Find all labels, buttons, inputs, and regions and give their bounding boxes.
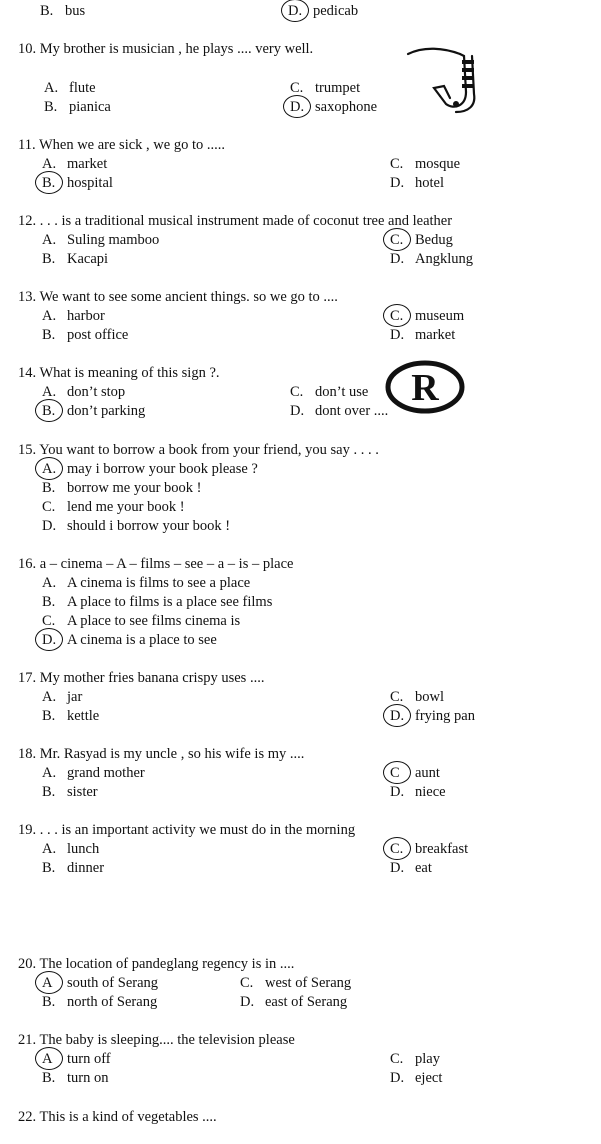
option-q14-0[interactable]: [42, 383, 125, 401]
option-text: should i borrow your book !: [67, 518, 231, 534]
option-text: east of Serang: [265, 994, 348, 1010]
option-letter: D.: [42, 518, 57, 534]
option-letter: A.: [42, 384, 57, 400]
option-q21-2[interactable]: [42, 1069, 108, 1087]
option-text: Angklung: [415, 251, 473, 267]
option-text: flute: [69, 80, 96, 96]
option-letter: B.: [42, 1070, 56, 1086]
option-q15-3[interactable]: [42, 517, 230, 535]
option-text: lunch: [67, 841, 100, 857]
option-q11-0[interactable]: [42, 155, 107, 173]
option-text: saxophone: [315, 99, 378, 115]
option-text: A place to films is a place see films: [67, 594, 273, 610]
option-q19-3[interactable]: [390, 859, 432, 877]
option-letter: C.: [240, 975, 254, 991]
option-q18-0[interactable]: [42, 764, 145, 782]
option-text: play: [415, 1051, 440, 1067]
option-q18-1[interactable]: [390, 764, 440, 782]
option-q18-3[interactable]: [390, 783, 446, 801]
option-letter: C.: [390, 841, 404, 857]
option-letter: D.: [288, 3, 303, 19]
option-text: turn on: [67, 1070, 109, 1086]
option-text: eat: [415, 860, 432, 876]
option-letter: A.: [42, 461, 57, 477]
option-q19-2[interactable]: [42, 859, 104, 877]
option-q9-0[interactable]: [40, 2, 85, 20]
option-q18-2[interactable]: [42, 783, 98, 801]
option-q19-0[interactable]: [42, 840, 99, 858]
option-text: niece: [415, 784, 446, 800]
question-q10: 10. My brother is musician , he plays .... very well.: [18, 41, 314, 57]
option-text: sister: [67, 784, 98, 800]
option-letter: C.: [290, 384, 304, 400]
option-q10-2[interactable]: [44, 98, 111, 116]
option-letter: C.: [390, 1051, 404, 1067]
option-q19-1[interactable]: [390, 840, 468, 858]
svg-text:R: R: [411, 367, 439, 409]
option-text: west of Serang: [265, 975, 352, 991]
option-text: hotel: [415, 175, 444, 191]
option-q17-3[interactable]: [390, 707, 475, 725]
option-q16-2[interactable]: [42, 612, 240, 630]
option-q20-3[interactable]: [240, 993, 347, 1011]
option-letter: D.: [390, 175, 405, 191]
option-letter: A: [42, 1051, 53, 1067]
option-letter: C.: [390, 156, 404, 172]
question-q22: 22. This is a kind of vegetables ....: [18, 1109, 217, 1125]
option-text: don’t stop: [67, 384, 126, 400]
option-letter: D.: [390, 327, 405, 343]
option-q12-0[interactable]: [42, 231, 159, 249]
question-q12: 12. . . . is a traditional musical instrument made of coconut tree and leather: [18, 213, 453, 229]
option-q9-1[interactable]: [288, 2, 358, 20]
option-letter: A.: [42, 575, 57, 591]
option-letter: B.: [42, 860, 56, 876]
option-text: borrow me your book !: [67, 480, 202, 496]
option-q20-2[interactable]: [42, 993, 157, 1011]
option-q20-0[interactable]: [42, 974, 158, 992]
option-letter: A.: [44, 80, 59, 96]
option-q16-1[interactable]: [42, 593, 272, 611]
option-q14-3[interactable]: [290, 402, 388, 420]
option-letter: B.: [42, 994, 56, 1010]
option-q14-1[interactable]: [290, 383, 368, 401]
question-q18: 18. Mr. Rasyad is my uncle , so his wife is my ....: [18, 746, 305, 762]
option-q10-0[interactable]: [44, 79, 96, 97]
option-letter: B.: [42, 480, 56, 496]
option-letter: D.: [42, 632, 57, 648]
option-q17-2[interactable]: [42, 707, 99, 725]
option-text: dinner: [67, 860, 105, 876]
question-q17: 17. My mother fries banana crispy uses ....: [18, 670, 265, 686]
option-text: museum: [415, 308, 465, 324]
option-letter: B.: [42, 784, 56, 800]
option-text: A cinema is a place to see: [67, 632, 217, 648]
option-text: jar: [67, 689, 83, 705]
option-q15-2[interactable]: [42, 498, 185, 516]
option-q13-0[interactable]: [42, 307, 105, 325]
option-text: south of Serang: [67, 975, 159, 991]
saxophone-icon: [404, 42, 500, 114]
option-letter: B.: [44, 99, 58, 115]
option-letter: D.: [240, 994, 255, 1010]
option-letter: B.: [42, 327, 56, 343]
option-q21-3[interactable]: [390, 1069, 442, 1087]
option-text: A place to see films cinema is: [67, 613, 241, 629]
option-letter: D.: [390, 251, 405, 267]
option-text: hospital: [67, 175, 113, 191]
option-q16-0[interactable]: [42, 574, 250, 592]
option-q12-3[interactable]: [390, 250, 473, 268]
option-letter: C.: [290, 80, 304, 96]
option-text: may i borrow your book please ?: [67, 461, 258, 477]
option-text: eject: [415, 1070, 443, 1086]
option-letter: B.: [42, 708, 56, 724]
option-text: grand mother: [67, 765, 145, 781]
option-text: lend me your book !: [67, 499, 185, 515]
option-letter: C.: [390, 308, 404, 324]
option-letter: A: [42, 975, 53, 991]
option-letter: A.: [42, 765, 57, 781]
question-q15: 15. You want to borrow a book from your friend, you say . . . .: [18, 442, 379, 458]
option-text: frying pan: [415, 708, 475, 724]
option-text: pedicab: [313, 3, 359, 19]
option-text: post office: [67, 327, 129, 343]
option-text: don’t use: [315, 384, 369, 400]
option-text: Suling mamboo: [67, 232, 160, 248]
option-text: bus: [65, 3, 86, 19]
question-q13: 13. We want to see some ancient things. so we go to ....: [18, 289, 338, 305]
option-letter: D.: [390, 784, 405, 800]
option-letter: B.: [42, 594, 56, 610]
registered-sign-icon: [384, 360, 466, 414]
option-letter: A.: [42, 156, 57, 172]
question-q19: 19. . . . is an important activity we must do in the morning: [18, 822, 356, 838]
option-letter: C.: [42, 499, 56, 515]
option-text: harbor: [67, 308, 105, 324]
option-q21-1[interactable]: [390, 1050, 440, 1068]
option-q16-3[interactable]: [42, 631, 217, 649]
option-q17-0[interactable]: [42, 688, 82, 706]
option-letter: D.: [290, 403, 305, 419]
question-q11: 11. When we are sick , we go to .....: [18, 137, 225, 153]
option-text: dont over ....: [315, 403, 389, 419]
option-q13-1[interactable]: [390, 307, 464, 325]
option-text: mosque: [415, 156, 461, 172]
option-text: Kacapi: [67, 251, 109, 267]
option-text: market: [67, 156, 108, 172]
option-letter: B.: [42, 251, 56, 267]
question-q16: 16. a – cinema – A – films – see – a – is – place: [18, 556, 294, 572]
option-letter: B.: [42, 403, 56, 419]
option-q11-1[interactable]: [390, 155, 460, 173]
option-q13-2[interactable]: [42, 326, 128, 344]
option-letter: C: [390, 765, 400, 781]
option-q17-1[interactable]: [390, 688, 444, 706]
option-q20-1[interactable]: [240, 974, 351, 992]
option-letter: B.: [42, 175, 56, 191]
question-q14: 14. What is meaning of this sign ?.: [18, 365, 220, 381]
option-text: don’t parking: [67, 403, 146, 419]
option-text: aunt: [415, 765, 440, 781]
option-q11-2[interactable]: [42, 174, 113, 192]
option-letter: D.: [390, 1070, 405, 1086]
option-letter: C.: [390, 689, 404, 705]
option-q13-3[interactable]: [390, 326, 455, 344]
option-text: A cinema is films to see a place: [67, 575, 251, 591]
option-q12-2[interactable]: [42, 250, 108, 268]
option-letter: C.: [42, 613, 56, 629]
option-letter: A.: [42, 232, 57, 248]
option-letter: D.: [390, 708, 405, 724]
option-q10-3[interactable]: [290, 98, 377, 116]
option-letter: C.: [390, 232, 404, 248]
option-text: north of Serang: [67, 994, 158, 1010]
question-q21: 21. The baby is sleeping.... the television please: [18, 1032, 295, 1048]
option-letter: A.: [42, 308, 57, 324]
option-text: trumpet: [315, 80, 361, 96]
option-letter: A.: [42, 689, 57, 705]
option-q12-1[interactable]: [390, 231, 453, 249]
option-text: kettle: [67, 708, 100, 724]
option-letter: D.: [290, 99, 305, 115]
option-q21-0[interactable]: [42, 1050, 111, 1068]
option-q14-2[interactable]: [42, 402, 145, 420]
question-q20: 20. The location of pandeglang regency is in ....: [18, 956, 295, 972]
option-letter: D.: [390, 860, 405, 876]
option-q15-0[interactable]: [42, 460, 258, 478]
option-text: bowl: [415, 689, 444, 705]
option-q15-1[interactable]: [42, 479, 202, 497]
option-letter: B.: [40, 3, 54, 19]
option-text: turn off: [67, 1051, 111, 1067]
option-text: market: [415, 327, 456, 343]
option-text: breakfast: [415, 841, 469, 857]
option-q10-1[interactable]: [290, 79, 360, 97]
option-letter: A.: [42, 841, 57, 857]
option-text: Bedug: [415, 232, 453, 248]
option-q11-3[interactable]: [390, 174, 444, 192]
option-text: pianica: [69, 99, 111, 115]
